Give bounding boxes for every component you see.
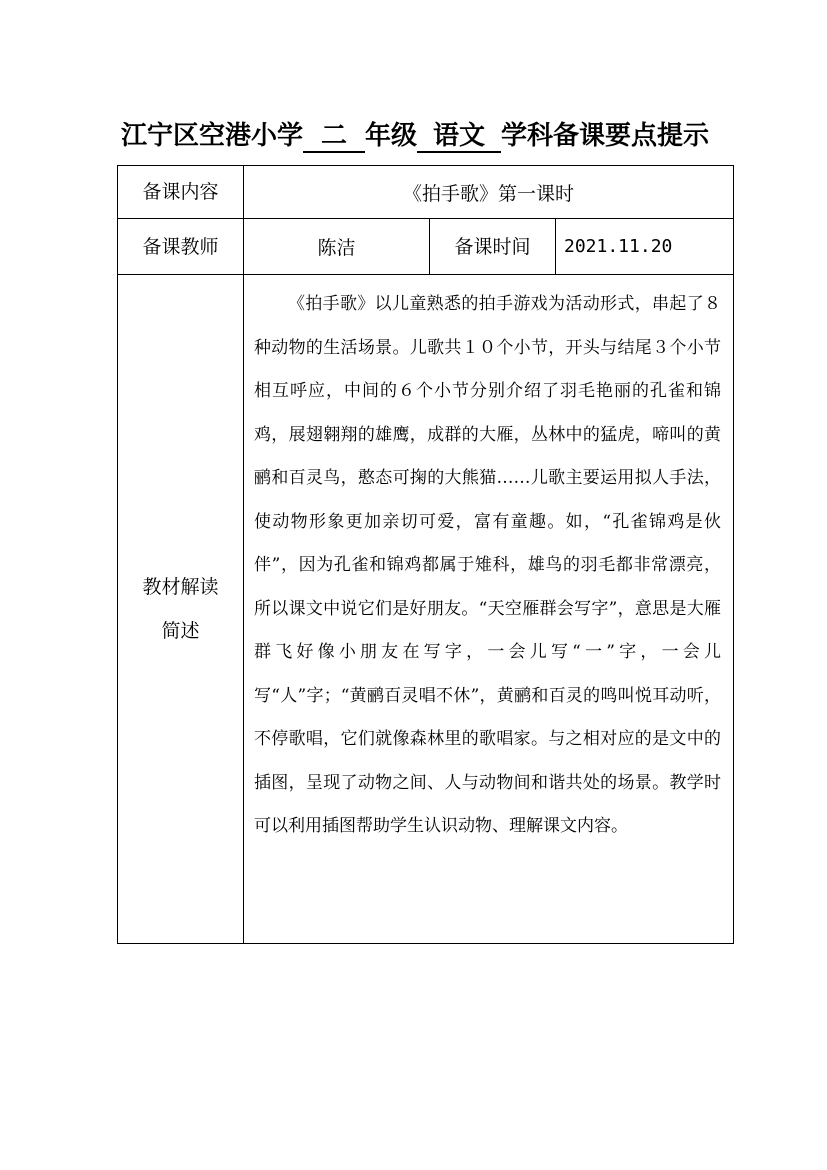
subject-blank: 语文 [417, 121, 501, 153]
content-label: 备课内容 [118, 166, 244, 219]
page-title [121, 118, 741, 154]
table-row [118, 166, 734, 219]
summary-text: 《拍手歌》以儿童熟悉的拍手游戏为活动形式，串起了８种动物的生活场景。儿歌共１０个小节，开头与结尾３个小节相互呼应，中间的６个小节分别介绍了羽毛艳丽的孔雀和锦鸡，展翅翱翔的雄鹰，成群的大雁，丛林中的猛虎，啼叫的黄鹂和百灵鸟，憨态可掬的大熊猫……儿歌主要运用拟人手法，使动物形象更加亲切可爱，富有童趣。如，“孔雀锦鸡是伙伴”，因为孔雀和锦鸡都属于雉科，雄鸟的羽毛都非常漂亮，所以课文中说它们是好朋友。“天空雁群会写字”，意思是大雁群飞好像小朋友在写字，一会儿写“一”字，一会儿写“人”字；“黄鹂百灵唱不休”，黄鹂和百灵的鸣叫悦耳动听，不停歌唱，它们就像森林里的歌唱家。与之相对应的是文中的插图，呈现了动物之间、人与动物间和谐共处的场景。教学时可以利用插图帮助学生认识动物、理解课文内容。 [244, 275, 734, 944]
lesson-plan-table [117, 165, 734, 944]
table-row [118, 275, 734, 944]
subject-suffix: 学科备课要点提示 [501, 121, 710, 151]
grade-blank: 二 [303, 121, 365, 153]
summary-label-line2: 简述 [161, 620, 200, 642]
summary-label-line1: 教材解读 [142, 576, 219, 598]
content-value: 《拍手歌》第一课时 [244, 166, 734, 219]
time-value: 2021.11.20 [556, 219, 734, 275]
teacher-label: 备课教师 [118, 219, 244, 275]
summary-label [118, 275, 244, 944]
time-label: 备课时间 [430, 219, 556, 275]
teacher-value: 陈洁 [244, 219, 430, 275]
table-row [118, 219, 734, 275]
school-name: 江宁区空港小学 [121, 121, 304, 151]
grade-suffix: 年级 [365, 121, 418, 151]
